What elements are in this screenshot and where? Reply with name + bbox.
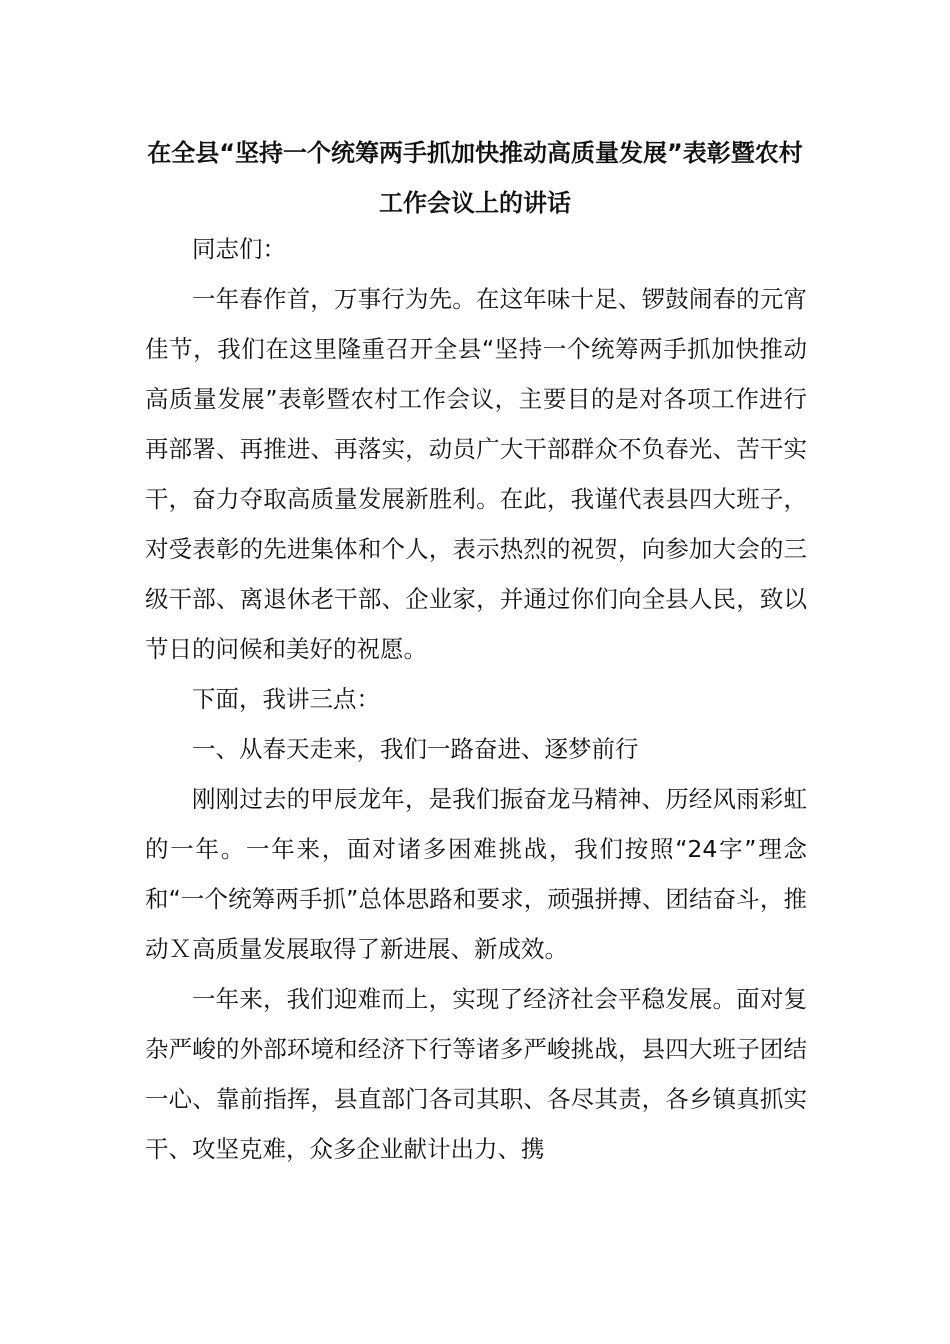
section-heading: 一、从春天走来，我们一路奋进、逐梦前行 (192, 735, 639, 763)
paragraph: 一年来，我们迎难而上，实现了经济社会平稳发展。面对复杂严峻的外部环境和经济下行等诸多严峻挑战，县四大班子团结一心、靠前指挥，县直部门各司其职、各尽其责，各乡镇真抓实干、攻坚克难，众多企业献计出力、携 (145, 985, 807, 1163)
document-title: 在全县“坚持一个统筹两手抓加快推动高质量发展”表彰暨农村工作会议上的讲话 (147, 139, 803, 217)
paragraph-salutation: 同志们： (192, 235, 286, 263)
paragraph: 刚刚过去的甲辰龙年，是我们振奋龙马精神、历经风雨彩虹的一年。一年来，面对诸多困难挑战，我们按照“24字”理念和“一个统筹两手抓”总体思路和要求，顽强拼搏、团结奋斗，推动Ｘ高质量发展取得了新进展、新成效。 (145, 785, 807, 963)
document-body (145, 224, 807, 1174)
paragraph: 一年春作首，万事行为先。在这年味十足、锣鼓闹春的元宵佳节，我们在这里隆重召开全县“坚持一个统筹两手抓加快推动高质量发展”表彰暨农村工作会议，主要目的是对各项工作进行再部署、再推进、再落实，动员广大干部群众不负春光、苦干实干，奋力夺取高质量发展新胜利。在此，我谨代表县四大班子，对受表彰的先进集体和个人，表示热烈的祝贺，向参加大会的三级干部、离退休老干部、企业家，并通过你们向全县人民，致以节日的问候和美好的祝愿。 (145, 285, 807, 663)
paragraph: 下面，我讲三点： (192, 685, 380, 713)
